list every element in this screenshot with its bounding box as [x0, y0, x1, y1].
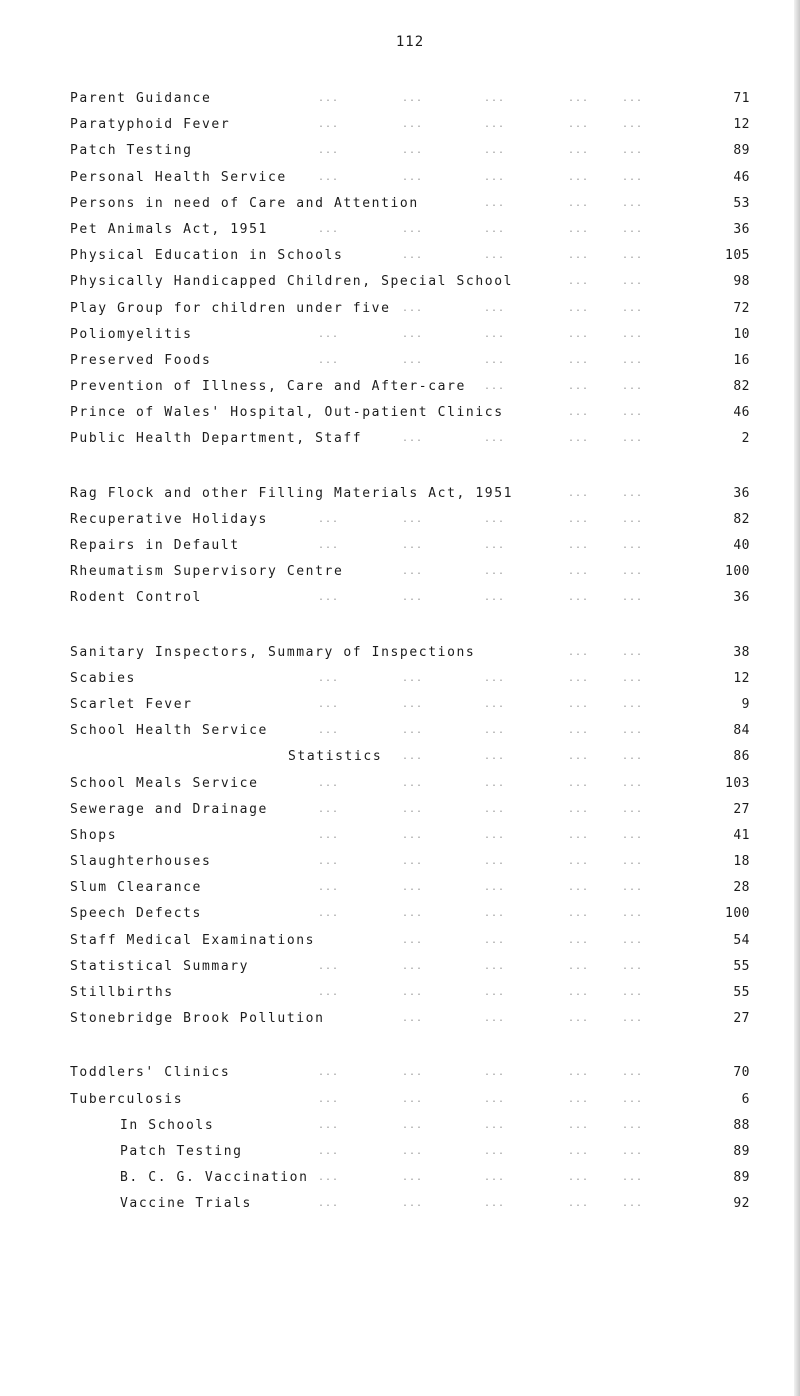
entry-label: Persons in need of Care and Attention: [70, 195, 419, 211]
entry-page-number: 28: [733, 880, 750, 896]
index-entry: [70, 165, 750, 191]
index-entry: [70, 849, 750, 875]
dot-leader: ... ... ... ... ...: [318, 1119, 644, 1131]
entry-label: School Meals Service: [70, 775, 259, 791]
entry-page-number: 9: [741, 696, 750, 712]
index-entry: [70, 771, 750, 797]
entry-page-number: 2: [741, 431, 750, 447]
index-entry: [70, 1006, 750, 1032]
entry-page-number: 86: [733, 749, 750, 765]
entry-page-number: 46: [733, 169, 750, 185]
entry-label: Statistics: [288, 749, 383, 765]
entry-page-number: 71: [733, 91, 750, 106]
index-entry: [70, 112, 750, 138]
entry-page-number: 46: [733, 405, 750, 421]
entry-page-number: 18: [733, 854, 750, 870]
index-entry: [70, 718, 750, 744]
index-section: [70, 640, 750, 1033]
dot-leader: ... ... ... ... ...: [318, 987, 644, 998]
entry-page-number: 100: [725, 564, 750, 580]
entry-page-number: 84: [733, 723, 750, 739]
entry-label: Staff Medical Examinations: [70, 932, 316, 948]
entry-page-number: 103: [725, 775, 750, 791]
entry-page-number: 6: [741, 1091, 750, 1107]
dot-leader: ... ...: [568, 407, 644, 419]
dot-leader: ... ... ... ...: [402, 250, 644, 262]
index-section: [70, 86, 750, 453]
dot-leader: ... ... ... ... ...: [318, 960, 644, 972]
index-entry: [70, 138, 750, 164]
entry-page-number: 27: [733, 1011, 750, 1027]
dot-leader: ... ... ... ... ...: [318, 1067, 644, 1079]
entry-page-number: 36: [733, 221, 750, 237]
dot-leader: ... ... ... ... ...: [318, 93, 644, 104]
index-entry: [70, 559, 750, 585]
dot-leader: ... ... ... ... ...: [318, 908, 644, 920]
entry-label: Slaughterhouses: [70, 854, 212, 870]
index-entry: [70, 322, 750, 348]
dot-leader: ... ... ... ... ...: [318, 171, 644, 183]
index-entry: [70, 928, 750, 954]
dot-leader: ... ...: [568, 276, 644, 288]
index-entry: [70, 901, 750, 927]
entry-page-number: 36: [733, 485, 750, 501]
entry-label: Sewerage and Drainage: [70, 801, 268, 817]
index-list: [70, 86, 750, 1246]
entry-page-number: 92: [733, 1196, 750, 1212]
index-entry: [70, 243, 750, 269]
entry-label: Sanitary Inspectors, Summary of Inspections: [70, 644, 476, 660]
dot-leader: ... ... ... ...: [402, 1013, 644, 1025]
dot-leader: ... ... ... ... ...: [318, 513, 644, 525]
dot-leader: ... ... ... ... ...: [318, 145, 644, 157]
entry-page-number: 40: [733, 538, 750, 553]
entry-label: Rodent Control: [70, 590, 202, 606]
dot-leader: ... ... ... ... ...: [318, 829, 644, 841]
index-entry: [70, 269, 750, 295]
entry-label: Prevention of Illness, Care and After-care: [70, 379, 466, 395]
entry-label: Patch Testing: [70, 143, 193, 159]
entry-label: In Schools: [120, 1117, 215, 1133]
entry-page-number: 54: [733, 932, 750, 948]
dot-leader: ... ... ...: [484, 381, 644, 393]
entry-page-number: 55: [733, 985, 750, 1000]
entry-label: Toddlers' Clinics: [70, 1065, 231, 1081]
index-section: [70, 481, 750, 612]
entry-page-number: 98: [733, 274, 750, 290]
entry-page-number: 55: [733, 958, 750, 974]
entry-label: Personal Health Service: [70, 169, 287, 185]
index-entry: [70, 954, 750, 980]
entry-page-number: 12: [733, 117, 750, 133]
entry-label: Prince of Wales' Hospital, Out-patient Clinics: [70, 405, 504, 421]
entry-page-number: 89: [733, 143, 750, 159]
entry-label: Recuperative Holidays: [70, 511, 268, 527]
index-entry: [70, 640, 750, 666]
entry-label: Repairs in Default: [70, 538, 240, 553]
entry-label: Rheumatism Supervisory Centre: [70, 564, 344, 580]
entry-label: B. C. G. Vaccination: [120, 1170, 309, 1186]
dot-leader: ... ... ... ...: [402, 433, 644, 445]
entry-label: Public Health Department, Staff: [70, 431, 363, 447]
index-entry: [70, 585, 750, 611]
entry-label: Physical Education in Schools: [70, 248, 344, 264]
index-entry: [70, 666, 750, 692]
entry-label: Patch Testing: [120, 1143, 243, 1159]
entry-page-number: 105: [725, 248, 750, 264]
entry-page-number: 88: [733, 1117, 750, 1133]
dot-leader: ... ... ... ... ...: [318, 698, 644, 710]
index-entry: [70, 86, 750, 112]
dot-leader: ... ... ... ... ...: [318, 856, 644, 868]
entry-label: Shops: [70, 827, 118, 843]
entry-label: Preserved Foods: [70, 352, 212, 368]
dot-leader: ... ... ... ...: [402, 934, 644, 946]
dot-leader: ... ... ...: [484, 197, 644, 209]
entry-label: Statistical Summary: [70, 958, 250, 974]
page-edge: [794, 0, 800, 1396]
entry-page-number: 82: [733, 511, 750, 527]
index-entry: [70, 1191, 750, 1217]
index-entry: [70, 533, 750, 559]
entry-page-number: 89: [733, 1143, 750, 1159]
entry-page-number: 12: [733, 670, 750, 686]
entry-label: Scabies: [70, 670, 136, 686]
dot-leader: ... ... ... ... ...: [318, 1172, 644, 1184]
index-entry: [70, 191, 750, 217]
index-entry: [70, 1060, 750, 1086]
index-entry: [70, 875, 750, 901]
entry-label: Speech Defects: [70, 906, 202, 922]
index-entry: [70, 296, 750, 322]
entry-label: Parent Guidance: [70, 91, 212, 106]
entry-page-number: 89: [733, 1170, 750, 1186]
entry-page-number: 82: [733, 379, 750, 395]
dot-leader: ... ... ... ... ...: [318, 540, 644, 551]
dot-leader: ... ... ... ...: [402, 566, 644, 578]
entry-label: Paratyphoid Fever: [70, 117, 231, 133]
index-entry: [70, 481, 750, 507]
entry-label: Vaccine Trials: [120, 1196, 252, 1212]
dot-leader: ... ...: [568, 487, 644, 499]
dot-leader: ... ... ... ... ...: [318, 1093, 644, 1105]
index-section: [70, 1060, 750, 1217]
page-number: 112: [395, 34, 425, 50]
dot-leader: ... ... ... ... ...: [318, 223, 644, 235]
entry-page-number: 10: [733, 326, 750, 342]
entry-label: Play Group for children under five: [70, 300, 391, 316]
entry-label: Physically Handicapped Children, Special School: [70, 274, 514, 290]
dot-leader: ... ... ... ... ...: [318, 672, 644, 684]
dot-leader: ... ... ... ... ...: [318, 882, 644, 894]
dot-leader: ... ...: [568, 646, 644, 658]
entry-label: Poliomyelitis: [70, 326, 193, 342]
index-entry: [70, 348, 750, 374]
entry-page-number: 27: [733, 801, 750, 817]
index-entry: [70, 1139, 750, 1165]
entry-label: Scarlet Fever: [70, 696, 193, 712]
entry-label: Slum Clearance: [70, 880, 202, 896]
dot-leader: ... ... ... ... ...: [318, 725, 644, 737]
dot-leader: ... ... ... ...: [402, 302, 644, 314]
entry-page-number: 53: [733, 195, 750, 211]
entry-label: Pet Animals Act, 1951: [70, 221, 268, 237]
entry-page-number: 36: [733, 590, 750, 606]
index-entry: [70, 1087, 750, 1113]
entry-label: School Health Service: [70, 723, 268, 739]
index-entry: [70, 744, 750, 770]
dot-leader: ... ... ... ... ...: [318, 803, 644, 815]
entry-page-number: 72: [733, 300, 750, 316]
dot-leader: ... ... ... ... ...: [318, 1198, 644, 1210]
dot-leader: ... ... ... ... ...: [318, 592, 644, 604]
index-entry: [70, 797, 750, 823]
index-entry: [70, 980, 750, 1006]
entry-page-number: 100: [725, 906, 750, 922]
index-entry: [70, 507, 750, 533]
entry-page-number: 70: [733, 1065, 750, 1081]
entry-label: Tuberculosis: [70, 1091, 184, 1107]
dot-leader: ... ... ... ... ...: [318, 777, 644, 789]
entry-label: Stonebridge Brook Pollution: [70, 1011, 325, 1027]
dot-leader: ... ... ... ... ...: [318, 1145, 644, 1157]
index-entry: [70, 1113, 750, 1139]
dot-leader: ... ... ... ...: [402, 751, 644, 763]
entry-page-number: 38: [733, 644, 750, 660]
index-entry: [70, 374, 750, 400]
entry-label: Rag Flock and other Filling Materials Act, 1951: [70, 485, 514, 501]
dot-leader: ... ... ... ... ...: [318, 354, 644, 366]
index-entry: [70, 692, 750, 718]
index-entry: [70, 823, 750, 849]
index-entry: [70, 1165, 750, 1191]
entry-label: Stillbirths: [70, 985, 174, 1000]
index-entry: [70, 217, 750, 243]
index-entry: [70, 400, 750, 426]
dot-leader: ... ... ... ... ...: [318, 119, 644, 131]
dot-leader: ... ... ... ... ...: [318, 328, 644, 340]
index-entry: [70, 426, 750, 452]
entry-page-number: 16: [733, 352, 750, 368]
entry-page-number: 41: [733, 827, 750, 843]
